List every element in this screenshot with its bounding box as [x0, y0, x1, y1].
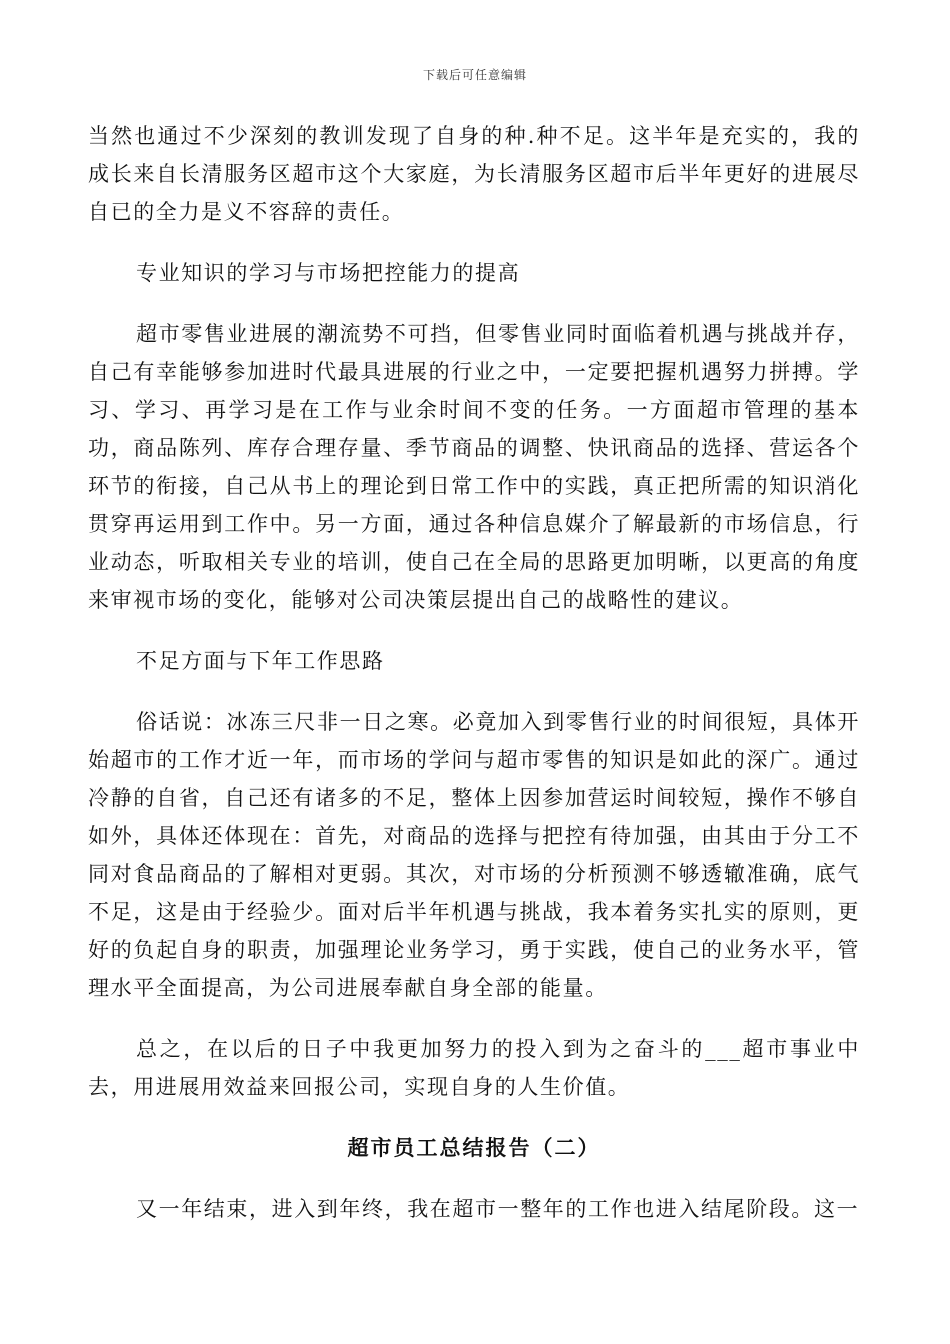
section-title: 超市员工总结报告（二） [347, 1136, 601, 1160]
paragraph-4: 总之，在以后的日子中我更加努力的投入到为之奋斗的___超市事业中去，用进展用效益来回报公司，实现自身的人生价值。 [88, 1037, 860, 1099]
subheading-shortcomings: 不足方面与下年工作思路 [136, 649, 385, 673]
paragraph-3: 俗话说：冰冻三尺非一日之寒。必竟加入到零售行业的时间很短，具体开始超市的工作才近一年，而市场的学问与超市零售的知识是如此的深广。通过冷静的自省，自己还有诸多的不足，整体上因参加营运时间较短，操作不够自如外，具体还体现在：首先，对商品的选择与把控有待加强，由其由于分工不同对食品商品的了解相对更弱。其次，对市场的分析预测不够透辙准确，底气不足，这是由于经验少。面对后半年机遇与挑战，我本着务实扎实的原则，更好的负起自身的职责，加强理论业务学习，勇于实践，使自己的业务水平，管理水平全面提高，为公司进展奉献自身全部的能量。 [88, 710, 860, 1000]
subheading-knowledge: 专业知识的学习与市场把控能力的提高 [136, 261, 521, 285]
paragraph-1: 当然也通过不少深刻的教训发现了自身的种.种不足。这半年是充实的，我的成长来自长清服务区超市这个大家庭，为长清服务区超市后半年更好的进展尽自已的全力是义不容辞的责任。 [88, 124, 860, 224]
paragraph-2: 超市零售业进展的潮流势不可挡，但零售业同时面临着机遇与挑战并存，自己有幸能够参加进时代最具进展的行业之中，一定要把握机遇努力拼搏。学习、学习、再学习是在工作与业余时间不变的任务。一方面超市管理的基本功，商品陈列、库存合理存量、季节商品的调整、快讯商品的选择、营运各个环节的衔接，自己从书上的理论到日常工作中的实践，真正把所需的知识消化贯穿再运用到工作中。另一方面，通过各种信息媒介了解最新的市场信息，行业动态，听取相关专业的培训，使自己在全局的思路更加明晰，以更高的角度来审视市场的变化，能够对公司决策层提出自己的战略性的建议。 [88, 322, 860, 612]
paragraph-5: 又一年结束，进入到年终，我在超市一整年的工作也进入结尾阶段。这一 [136, 1197, 860, 1221]
page-header: 下载后可任意编辑 [422, 68, 527, 82]
document-body [88, 117, 860, 1228]
